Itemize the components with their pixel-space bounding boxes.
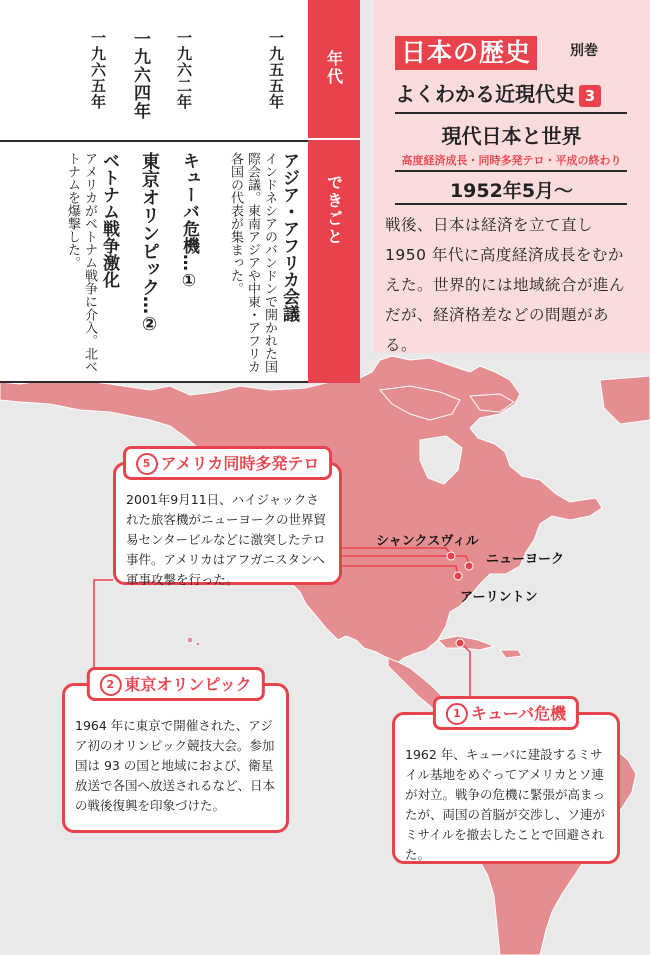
subtitle-note: 高度経済成長・同時多発テロ・平成の終わり bbox=[401, 154, 622, 167]
header-year: 年代 bbox=[308, 0, 360, 140]
number-badge: 2 bbox=[99, 674, 121, 696]
event-tokyo bbox=[126, 152, 160, 377]
event-asia-africa bbox=[204, 152, 300, 377]
shanksville-marker bbox=[447, 552, 455, 560]
event-vietnam bbox=[40, 152, 120, 377]
header-event: できごと bbox=[324, 174, 344, 246]
event-cuba bbox=[170, 152, 200, 377]
tokyo-body: 1964 年に東京で開催された、アジア初のオリンピック競技大会。参加国は 93 の国と地域におよび、衛星放送で各国へ放送されるなど、日本の戦後復興を印象づけた。 bbox=[75, 718, 276, 813]
newyork-marker bbox=[465, 562, 473, 570]
place-arlington: アーリントン bbox=[460, 590, 538, 605]
divider bbox=[395, 170, 627, 172]
timeline-divider bbox=[0, 140, 308, 142]
terror-body: 2001年9月11日、ハイジャックされた旅客機がニューヨークの世界貿易センタービルなどに激突したテロ事件。アメリカはアフガニスタンへ軍事攻撃を行った。 bbox=[126, 492, 327, 587]
cuba-marker bbox=[456, 639, 464, 647]
year-1965: 一九六五年 bbox=[89, 30, 107, 110]
cuba-label bbox=[433, 696, 579, 730]
number-badge: 5 bbox=[136, 453, 158, 475]
label-text: アメリカ同時多発テロ bbox=[160, 454, 320, 473]
period-start: 1952年5月～ bbox=[449, 180, 574, 202]
terror-info-box bbox=[113, 454, 342, 587]
year-1955: 一九五五年 bbox=[267, 30, 285, 110]
divider bbox=[395, 203, 627, 205]
series-title bbox=[395, 78, 601, 107]
tokyo-info-box bbox=[62, 675, 289, 833]
number-badge: 1 bbox=[446, 703, 468, 725]
event-title: キューバ危機…① bbox=[179, 152, 199, 291]
cuba-body: 1962 年、キューバに建設するミサイル基地をめぐってアメリカとソ連が対立。戦争の危機に緊張が高まったが、両国の首脳が交渉し、ソ連がミサイルを撤去したことで回避された。 bbox=[405, 747, 606, 862]
place-shanksville: シャンクスヴィル bbox=[376, 534, 479, 549]
series-number: 3 bbox=[579, 85, 601, 107]
event-body: アメリカがベトナム戦争に介入。北ベトナムを爆撃した。 bbox=[65, 152, 97, 373]
event-title: 東京オリンピック…② bbox=[139, 152, 160, 335]
place-newyork: ニューヨーク bbox=[486, 552, 565, 567]
event-title: ベトナム戦争激化 bbox=[99, 152, 119, 288]
label-text: キューバ危機 bbox=[470, 704, 567, 723]
series-name: よくわかる近現代史 bbox=[395, 82, 575, 106]
timeline-header bbox=[308, 0, 360, 383]
divider bbox=[395, 112, 627, 114]
cuba-info-box bbox=[392, 704, 620, 864]
year-1962: 一九六二年 bbox=[175, 30, 193, 110]
event-body: インドネシアのバンドンで開かれた国際会議。東南アジアや中東・アフリカ各国の代表が集まった。 bbox=[228, 152, 277, 373]
subtitle: 現代日本と世界 bbox=[441, 124, 582, 148]
volume-badge: 別巻 bbox=[570, 43, 598, 59]
intro-text: 戦後、日本は経済を立て直し 1950 年代に高度経済成長をむかえた。世界的には地域統合が進んだが、経済格差などの問題がある。 bbox=[385, 216, 626, 354]
tokyo-label bbox=[86, 667, 264, 701]
event-title: アジア・アフリカ会議 bbox=[279, 152, 299, 322]
brand-title: 日本の歴史 bbox=[395, 36, 537, 70]
label-text: 東京オリンピック bbox=[124, 675, 252, 694]
arlington-marker bbox=[454, 572, 462, 580]
year-1964: 一九六四年 bbox=[130, 30, 150, 120]
timeline-table bbox=[0, 0, 360, 383]
terror-label bbox=[123, 446, 333, 480]
title-panel bbox=[373, 0, 650, 353]
